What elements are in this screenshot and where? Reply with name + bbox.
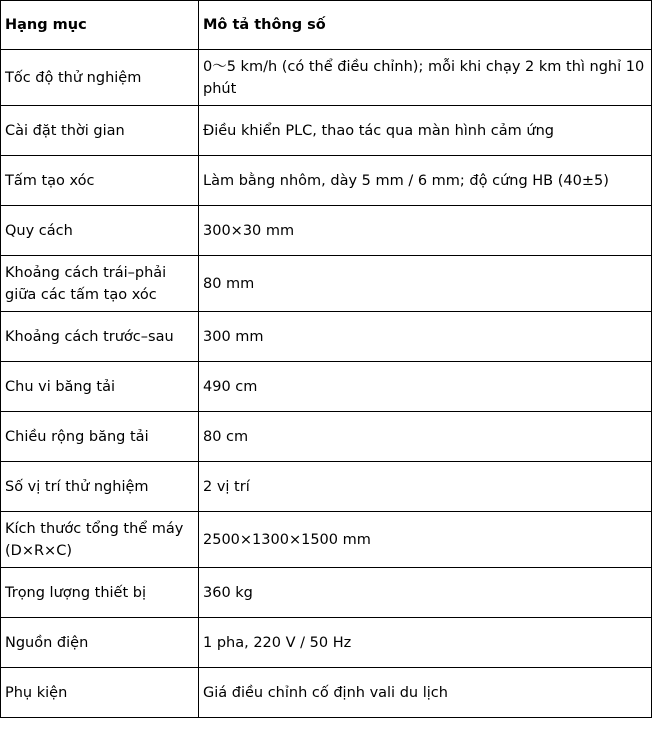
table-row bbox=[1, 668, 652, 718]
table-header-row bbox=[1, 1, 652, 50]
row-value: 360 kg bbox=[199, 568, 652, 618]
row-value: 2 vị trí bbox=[199, 462, 652, 512]
row-value: 80 mm bbox=[199, 256, 652, 312]
row-label: Quy cách bbox=[1, 206, 199, 256]
header-item: Hạng mục bbox=[1, 1, 199, 50]
row-value: 80 cm bbox=[199, 412, 652, 462]
row-label: Chu vi băng tải bbox=[1, 362, 199, 412]
header-description: Mô tả thông số bbox=[199, 1, 652, 50]
table-row bbox=[1, 50, 652, 106]
row-value: 0～5 km/h (có thể điều chỉnh); mỗi khi chạy 2 km thì nghỉ 10 phút bbox=[199, 50, 652, 106]
row-label: Phụ kiện bbox=[1, 668, 199, 718]
table-row bbox=[1, 362, 652, 412]
table-row bbox=[1, 512, 652, 568]
row-label: Chiều rộng băng tải bbox=[1, 412, 199, 462]
row-label: Nguồn điện bbox=[1, 618, 199, 668]
row-label: Số vị trí thử nghiệm bbox=[1, 462, 199, 512]
row-value: 490 cm bbox=[199, 362, 652, 412]
row-value: 1 pha, 220 V / 50 Hz bbox=[199, 618, 652, 668]
table-row bbox=[1, 618, 652, 668]
row-value: 300 mm bbox=[199, 312, 652, 362]
table-row bbox=[1, 156, 652, 206]
table-row bbox=[1, 568, 652, 618]
row-value: 300×30 mm bbox=[199, 206, 652, 256]
row-label: Trọng lượng thiết bị bbox=[1, 568, 199, 618]
row-label: Tấm tạo xóc bbox=[1, 156, 199, 206]
row-label: Kích thước tổng thể máy (D×R×C) bbox=[1, 512, 199, 568]
row-value: 2500×1300×1500 mm bbox=[199, 512, 652, 568]
table-row bbox=[1, 256, 652, 312]
row-value: Làm bằng nhôm, dày 5 mm / 6 mm; độ cứng HB (40±5) bbox=[199, 156, 652, 206]
row-value: Giá điều chỉnh cố định vali du lịch bbox=[199, 668, 652, 718]
table-row bbox=[1, 206, 652, 256]
table-row bbox=[1, 312, 652, 362]
table-row bbox=[1, 462, 652, 512]
row-value: Điều khiển PLC, thao tác qua màn hình cảm ứng bbox=[199, 106, 652, 156]
table-row bbox=[1, 106, 652, 156]
table-row bbox=[1, 412, 652, 462]
row-label: Khoảng cách trái–phải giữa các tấm tạo xóc bbox=[1, 256, 199, 312]
row-label: Tốc độ thử nghiệm bbox=[1, 50, 199, 106]
row-label: Cài đặt thời gian bbox=[1, 106, 199, 156]
row-label: Khoảng cách trước–sau bbox=[1, 312, 199, 362]
